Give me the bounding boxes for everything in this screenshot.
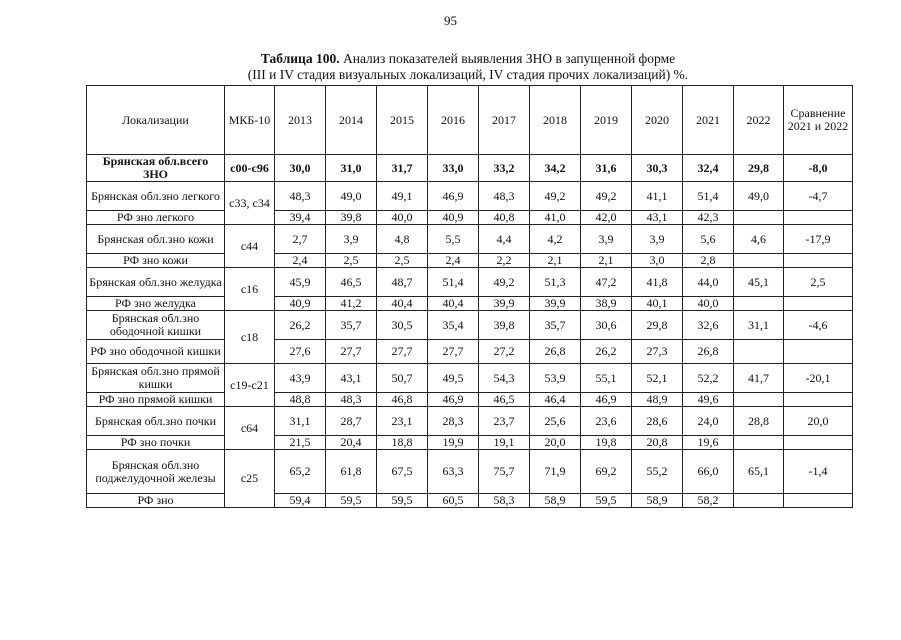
table-cell: 59,5: [581, 494, 632, 508]
table-cell: 27,7: [377, 340, 428, 364]
table-cell: 65,1: [734, 450, 784, 494]
table-cell: 2,1: [581, 254, 632, 268]
table-cell: 43,1: [632, 211, 683, 225]
table-cell: 48,7: [377, 268, 428, 297]
table-row: [87, 211, 853, 225]
table-cell: 58,2: [683, 494, 734, 508]
table-cell: 27,7: [326, 340, 377, 364]
table-cell: [734, 494, 784, 508]
table-cell: 2,5: [377, 254, 428, 268]
table-cell: 2,1: [530, 254, 581, 268]
table-cell: 27,6: [275, 340, 326, 364]
table-cell: 4,2: [530, 225, 581, 254]
table-cell: 48,9: [632, 393, 683, 407]
table-cell: 40,4: [428, 297, 479, 311]
table-cell: 40,8: [479, 211, 530, 225]
table-cell: 46,5: [479, 393, 530, 407]
table-cell: 42,3: [683, 211, 734, 225]
table-cell: [734, 436, 784, 450]
row-label: Брянская обл.зно почки: [87, 407, 225, 436]
table-cell: 46,8: [377, 393, 428, 407]
table-cell: 71,9: [530, 450, 581, 494]
table-cell: 49,2: [479, 268, 530, 297]
icd-code: с18: [225, 311, 275, 364]
table-cell: 46,5: [326, 268, 377, 297]
table-cell: 31,1: [275, 407, 326, 436]
table-cell: 34,2: [530, 155, 581, 182]
column-header: 2022: [734, 86, 784, 155]
table-cell: 35,7: [326, 311, 377, 340]
table-cell: 40,1: [632, 297, 683, 311]
column-header: 2017: [479, 86, 530, 155]
table-cell: 40,9: [275, 297, 326, 311]
table-cell: -8,0: [784, 155, 853, 182]
table-cell: 43,9: [275, 364, 326, 393]
table-cell: 48,3: [275, 182, 326, 211]
table-cell: 69,2: [581, 450, 632, 494]
table-cell: 63,3: [428, 450, 479, 494]
table-cell: 33,2: [479, 155, 530, 182]
table-cell: 55,2: [632, 450, 683, 494]
table-cell: 54,3: [479, 364, 530, 393]
row-label: РФ зно кожи: [87, 254, 225, 268]
table-cell: 48,3: [479, 182, 530, 211]
column-header: 2019: [581, 86, 632, 155]
table-cell: 30,6: [581, 311, 632, 340]
table-cell: 41,8: [632, 268, 683, 297]
table-cell: 28,3: [428, 407, 479, 436]
table-row: [87, 364, 853, 393]
table-cell: 41,1: [632, 182, 683, 211]
table-cell: 24,0: [683, 407, 734, 436]
table-cell: 2,7: [275, 225, 326, 254]
table-cell: 26,2: [581, 340, 632, 364]
table-cell: 2,8: [683, 254, 734, 268]
row-label: Брянская обл.зно желудка: [87, 268, 225, 297]
table-cell: -4,7: [784, 182, 853, 211]
row-label: Брянская обл.зно легкого: [87, 182, 225, 211]
table-cell: [784, 436, 853, 450]
table-cell: 48,3: [326, 393, 377, 407]
table-cell: 27,3: [632, 340, 683, 364]
column-header: 2021: [683, 86, 734, 155]
table-cell: 66,0: [683, 450, 734, 494]
table-cell: 19,9: [428, 436, 479, 450]
table-cell: 2,5: [326, 254, 377, 268]
table-cell: 51,4: [683, 182, 734, 211]
table-cell: 33,0: [428, 155, 479, 182]
table-cell: 41,0: [530, 211, 581, 225]
table-cell: 59,5: [377, 494, 428, 508]
table-row: [87, 182, 853, 211]
row-label: РФ зно прямой кишки: [87, 393, 225, 407]
table-cell: 31,1: [734, 311, 784, 340]
table-cell: 46,4: [530, 393, 581, 407]
table-cell: [734, 254, 784, 268]
table-cell: 40,4: [377, 297, 428, 311]
table-cell: 67,5: [377, 450, 428, 494]
table-cell: 39,9: [479, 297, 530, 311]
table-cell: 3,9: [581, 225, 632, 254]
row-label: Брянская обл.зно кожи: [87, 225, 225, 254]
table-cell: 3,9: [326, 225, 377, 254]
table-cell: 21,5: [275, 436, 326, 450]
table-cell: -1,4: [784, 450, 853, 494]
table-cell: 58,3: [479, 494, 530, 508]
column-header: 2018: [530, 86, 581, 155]
table-cell: 49,6: [683, 393, 734, 407]
icd-code: с44: [225, 225, 275, 268]
row-label: Брянская обл.зно поджелудочной железы: [87, 450, 225, 494]
table-cell: 26,8: [530, 340, 581, 364]
table-cell: [734, 340, 784, 364]
table-cell: 32,6: [683, 311, 734, 340]
table-body: [87, 155, 853, 508]
icd-code: с19-с21: [225, 364, 275, 407]
table-cell: 2,2: [479, 254, 530, 268]
table-cell: 2,5: [784, 268, 853, 297]
column-header: Сравнение 2021 и 2022: [784, 86, 853, 155]
table-cell: 55,1: [581, 364, 632, 393]
table-cell: [784, 340, 853, 364]
table-cell: 19,1: [479, 436, 530, 450]
table-cell: 45,1: [734, 268, 784, 297]
table-cell: 30,0: [275, 155, 326, 182]
table-cell: 31,6: [581, 155, 632, 182]
table-cell: 49,1: [377, 182, 428, 211]
table-cell: 30,5: [377, 311, 428, 340]
table-cell: 28,8: [734, 407, 784, 436]
table-row: [87, 494, 853, 508]
table-cell: 52,2: [683, 364, 734, 393]
table-caption: [86, 51, 850, 83]
table-row: [87, 311, 853, 340]
table-row: [87, 225, 853, 254]
table-row: [87, 268, 853, 297]
table-cell: [784, 393, 853, 407]
table-cell: 20,0: [784, 407, 853, 436]
table-cell: 18,8: [377, 436, 428, 450]
icd-code: с16: [225, 268, 275, 311]
table-row: [87, 407, 853, 436]
table-cell: 40,0: [683, 297, 734, 311]
column-header: 2020: [632, 86, 683, 155]
table-cell: 27,7: [428, 340, 479, 364]
table-cell: 43,1: [326, 364, 377, 393]
table-cell: 35,4: [428, 311, 479, 340]
table-cell: 44,0: [683, 268, 734, 297]
table-cell: 19,8: [581, 436, 632, 450]
column-header: 2016: [428, 86, 479, 155]
table-header: [87, 86, 853, 155]
table-cell: 28,6: [632, 407, 683, 436]
table-cell: 23,7: [479, 407, 530, 436]
row-label: Брянская обл.зно прямой кишки: [87, 364, 225, 393]
table-cell: 2,4: [275, 254, 326, 268]
row-label: РФ зно легкого: [87, 211, 225, 225]
caption-line-2: (III и IV стадия визуальных локализаций, IV стадия прочих локализаций) %.: [247, 67, 689, 82]
caption-title: Анализ показателей выявления ЗНО в запущенной форме: [339, 51, 676, 66]
column-header: 2014: [326, 86, 377, 155]
table-cell: 4,4: [479, 225, 530, 254]
table-cell: 3,9: [632, 225, 683, 254]
table-row: [87, 393, 853, 407]
table-cell: 2,4: [428, 254, 479, 268]
table-cell: 46,9: [428, 393, 479, 407]
row-label: РФ зно желудка: [87, 297, 225, 311]
table-row: [87, 450, 853, 494]
table-cell: 39,8: [326, 211, 377, 225]
table-cell: 4,6: [734, 225, 784, 254]
table-cell: [784, 297, 853, 311]
table-row: [87, 340, 853, 364]
row-label: РФ зно почки: [87, 436, 225, 450]
table-cell: -17,9: [784, 225, 853, 254]
table-cell: 20,8: [632, 436, 683, 450]
table-cell: 31,0: [326, 155, 377, 182]
table-cell: 46,9: [581, 393, 632, 407]
table-cell: 32,4: [683, 155, 734, 182]
table-cell: 49,0: [734, 182, 784, 211]
column-header: МКБ-10: [225, 86, 275, 155]
table-cell: 59,5: [326, 494, 377, 508]
table-cell: [784, 254, 853, 268]
table-cell: 41,2: [326, 297, 377, 311]
table-cell: 25,6: [530, 407, 581, 436]
column-header: Локализации: [87, 86, 225, 155]
table-cell: 3,0: [632, 254, 683, 268]
table-cell: -4,6: [784, 311, 853, 340]
table-cell: 23,6: [581, 407, 632, 436]
table-cell: 50,7: [377, 364, 428, 393]
table-cell: 39,9: [530, 297, 581, 311]
icd-code: с33, с34: [225, 182, 275, 225]
column-header: 2013: [275, 86, 326, 155]
row-label: РФ зно ободочной кишки: [87, 340, 225, 364]
table-cell: 51,3: [530, 268, 581, 297]
row-label: Брянская обл.всего ЗНО: [87, 155, 225, 182]
table-cell: 26,2: [275, 311, 326, 340]
table-cell: 47,2: [581, 268, 632, 297]
table-cell: 40,9: [428, 211, 479, 225]
page-number: 95: [444, 13, 457, 28]
table-cell: 40,0: [377, 211, 428, 225]
table-row: [87, 155, 853, 182]
table-cell: 23,1: [377, 407, 428, 436]
table-cell: 60,5: [428, 494, 479, 508]
caption-table-number: Таблица 100.: [260, 51, 340, 66]
table-cell: 29,8: [632, 311, 683, 340]
table-cell: 31,7: [377, 155, 428, 182]
table-cell: 48,8: [275, 393, 326, 407]
column-header: 2015: [377, 86, 428, 155]
table-cell: 75,7: [479, 450, 530, 494]
icd-code: с64: [225, 407, 275, 450]
table-cell: 19,6: [683, 436, 734, 450]
table-cell: 5,6: [683, 225, 734, 254]
table-row: [87, 297, 853, 311]
table-cell: 29,8: [734, 155, 784, 182]
table-cell: 4,8: [377, 225, 428, 254]
table-cell: 39,4: [275, 211, 326, 225]
table-cell: 59,4: [275, 494, 326, 508]
table-cell: 58,9: [530, 494, 581, 508]
table-cell: 49,2: [581, 182, 632, 211]
table-cell: 26,8: [683, 340, 734, 364]
table-cell: [734, 297, 784, 311]
table-cell: 49,0: [326, 182, 377, 211]
table-cell: [734, 211, 784, 225]
table-cell: 20,4: [326, 436, 377, 450]
table-cell: 28,7: [326, 407, 377, 436]
table-cell: [734, 393, 784, 407]
table-cell: 51,4: [428, 268, 479, 297]
row-label: Брянская обл.зно ободочной кишки: [87, 311, 225, 340]
table-cell: 61,8: [326, 450, 377, 494]
table-cell: 39,8: [479, 311, 530, 340]
table-cell: 38,9: [581, 297, 632, 311]
table-cell: 49,5: [428, 364, 479, 393]
caption-line-1: [86, 51, 850, 67]
table-cell: 65,2: [275, 450, 326, 494]
table-cell: -20,1: [784, 364, 853, 393]
table-cell: 58,9: [632, 494, 683, 508]
table-cell: 5,5: [428, 225, 479, 254]
table-cell: 46,9: [428, 182, 479, 211]
table-cell: 35,7: [530, 311, 581, 340]
icd-code: с25: [225, 450, 275, 508]
table-cell: 53,9: [530, 364, 581, 393]
data-table: [86, 85, 853, 508]
table-cell: 30,3: [632, 155, 683, 182]
table-cell: 27,2: [479, 340, 530, 364]
table-cell: 49,2: [530, 182, 581, 211]
row-label: РФ зно: [87, 494, 225, 508]
table-cell: 20,0: [530, 436, 581, 450]
table-cell: [784, 494, 853, 508]
table-cell: [784, 211, 853, 225]
icd-code: с00-с96: [225, 155, 275, 182]
table-cell: 52,1: [632, 364, 683, 393]
table-cell: 42,0: [581, 211, 632, 225]
table-row: [87, 436, 853, 450]
table-row: [87, 254, 853, 268]
table-cell: 41,7: [734, 364, 784, 393]
table-cell: 45,9: [275, 268, 326, 297]
